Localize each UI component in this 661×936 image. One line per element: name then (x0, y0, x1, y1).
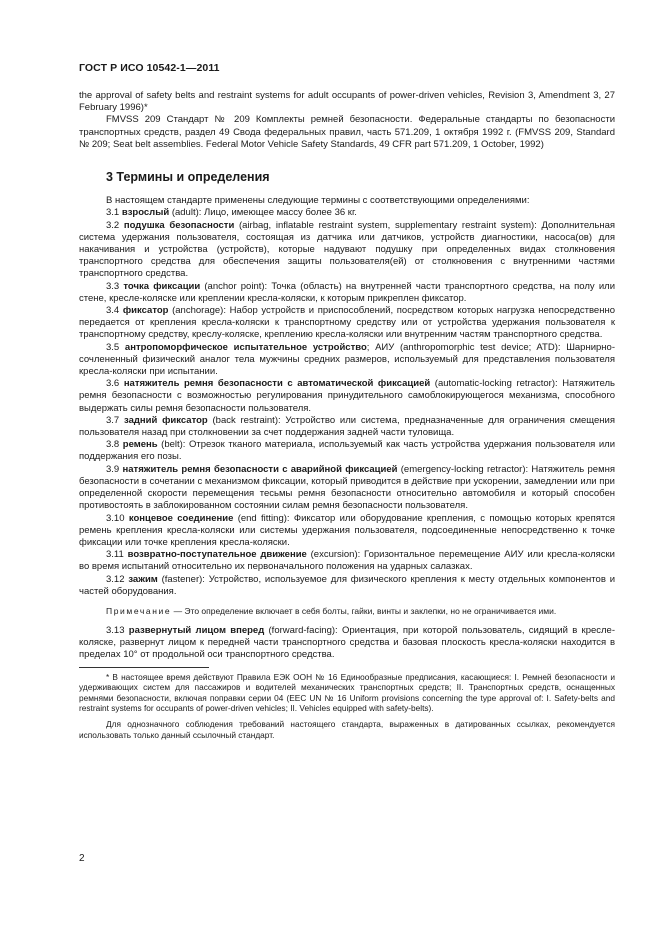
term-entry (79, 549, 615, 573)
term-entry (79, 574, 615, 598)
document-body (79, 90, 615, 740)
footnote-1: * В настоящее время действуют Правила ЕЭК ООН № 16 Единообразные предписания, касающиеся: I. Ремней безопасности и удерживающих систем для пассажиров и водителей механических транспортных средств; II. Транспортных средств, оснащенных ремнями безопасности, включая поправки серии 04 (EEC UN № 16 Uniform provisions concerning the type approval of: I. Safety-belts and restraint systems for occupants of power-driven vehicles; II. Vehicles equipped with safety-belts). (79, 671, 615, 714)
term-name: натяжитель ремня безопасности с аварийной фиксацией (122, 463, 398, 475)
term-number: 3.7 (106, 414, 120, 426)
page-number: 2 (79, 853, 85, 864)
term-definition: (belt): Отрезок тканого материала, используемый как часть устройства удержания пользователя или поддержания его позы. (79, 439, 616, 463)
term-name: натяжитель ремня безопасности с автоматической фиксацией (123, 378, 431, 390)
term-entry (79, 464, 615, 513)
term-definition: (end fitting): Фиксатор или оборудование крепления, с помощью которых крепятся ремень крепления кресла-коляски или системы удержания пользователя, подсоединенные непосредственно к точке фиксации или точке крепления кресла-коляски. (79, 512, 615, 548)
term-name: взрослый (121, 207, 170, 219)
term-definition: (automatic-locking retractor): Натяжитель ремня безопасности с возможностью регулирования принудительного самоблокирующегося механизма, способного выдержать силы ремня безопасности пользователя. (79, 378, 616, 414)
section-intro: В настоящем стандарте применены следующие термины с соответствующими определениями: (106, 195, 530, 207)
term-entry (79, 378, 615, 415)
document-header: ГОСТ Р ИСО 10542-1—2011 (79, 62, 220, 74)
term-number: 3.4 (106, 305, 120, 317)
term-definition: (anchor point): Точка (область) на внутренней части транспортного средства, на полу или стене, кресле-коляске или креплении кресла-коляски, к которым прикреплен фиксатор. (79, 280, 616, 304)
term-name: подушка безопасности (123, 219, 235, 231)
term-definition: (emergency-locking retractor): Натяжитель ремня безопасности в сочетании с механизмом фиксации, который приводится в действие при ускорении, замедлении или при определенной скорости перемещения тесьмы ремня безопасности относительно автомобиля и который способен противостоять в заблокированном состоянии силам ремня безопасности пользователя. (79, 463, 615, 512)
note-label: Примечание (106, 605, 172, 616)
term-entry (79, 305, 615, 342)
term-name: задний фиксатор (124, 414, 208, 426)
term-number: 3.6 (106, 378, 120, 390)
term-entry (79, 513, 615, 550)
footnote-divider (79, 667, 209, 668)
term-number: 3.1 (106, 207, 120, 219)
term-definition: (adult): Лицо, имеющее массу более 36 кг. (169, 207, 357, 219)
note-text: — Это определение включает в себя болты, гайки, винты и заклепки, но не ограничивается ими. (171, 605, 557, 616)
intro-paragraph-2: FMVSS 209 Стандарт № 209 Комплекты ремней безопасности. Федеральные стандарты по безопасности транспортных средств, раздел 49 Свода федеральных правил, часть 571.209, 1 октября 1992 г. (FMVSS 209, Standard № 209; Seat belt assemblies. Federal Motor Vehicle Safety Standards, 49 CFR part 571.209, 1 October, 1992) (79, 114, 615, 150)
term-name: возвратно-поступательное движение (127, 549, 307, 561)
term-number: 3.5 (106, 341, 120, 353)
term-definition: ; АИУ (anthropomorphic test device; ATD): Шарнирно-сочлененный физический аналог тела мужчины средних размеров, используемый для представления пользователя кресла-коляски при испытании. (79, 341, 615, 378)
term-number: 3.12 (106, 573, 125, 585)
term-entry-3-13 (79, 625, 615, 662)
note (79, 606, 615, 617)
term-entry (79, 220, 615, 281)
term-entry (79, 281, 615, 305)
term-entry (79, 342, 615, 379)
term-name: концевое соединение (128, 512, 234, 524)
intro-paragraph-1: the approval of safety belts and restraint systems for adult occupants of power-driven vehicles, Revision 3, Amendment 3, 27 February 1996)* (79, 90, 615, 114)
term-definition: (forward-facing): Ориентация, при которой пользователь, сидящий в кресле-коляске, развернут лицом к передней части транспортного средства и базовая плоскость кресла-коляски находится в пределах 10° от продольной оси транспортного средства. (79, 624, 615, 661)
term-definition: (fastener): Устройство, используемое для физического крепления к месту отдельных компонентов и частей оборудования. (79, 573, 616, 597)
term-name: антропоморфическое испытательное устройство (124, 341, 367, 353)
term-number: 3.2 (106, 219, 120, 231)
term-name: точка фиксации (123, 280, 201, 292)
term-definition: (airbag, inflatable restraint system, supplementary restraint system): Дополнительная система удержания пользователя, состоящая из датчика или датчиков, устройств диагностики, насоса(ов) для накачивания и устройства (устройств), которые надувают подушку при определенных видах столкновения транспортного средства для обеспечения защиты пользователя(ей) от столкновения с внутренними частями транспортного средства. (79, 219, 615, 280)
term-entry (79, 207, 615, 219)
section-title: 3 Термины и определения (106, 170, 270, 185)
term-definition: (back restraint): Устройство или система, предназначенные для ограничения смещения пользователя назад при столкновении за счет поддержания задней части туловища. (79, 414, 615, 439)
term-entry (79, 415, 615, 439)
term-number: 3.8 (106, 439, 120, 451)
term-definition: (anchorage): Набор устройств и приспособлений, посредством которых нагрузка непосредственно передается от крепления кресла-коляски к транспортному средству или от устройства удержания пользователя к транспортному средству, креслу-коляске, креплению кресла-коляски или внутренним частям транспортного средства. (79, 305, 615, 341)
term-definition: (excursion): Горизонтальное перемещение АИУ или кресла-коляски во время испытаний относительно их первоначального положения на ударных салазках. (79, 549, 615, 573)
term-number: 3.13 (106, 624, 125, 636)
footnote-2: Для однозначного соблюдения требований настоящего стандарта, выраженных в датированных ссылках, рекомендуется использовать только данный ссылочный стандарт. (79, 718, 615, 740)
terms-list (79, 207, 615, 598)
term-number: 3.10 (106, 512, 125, 524)
term-number: 3.3 (106, 280, 120, 292)
term-number: 3.11 (106, 549, 124, 561)
term-name: фиксатор (122, 305, 169, 317)
term-name: развернутый лицом вперед (128, 624, 265, 636)
term-entry (79, 439, 615, 463)
term-number: 3.9 (106, 463, 120, 475)
term-name: ремень (122, 439, 158, 451)
term-name: зажим (128, 573, 158, 585)
